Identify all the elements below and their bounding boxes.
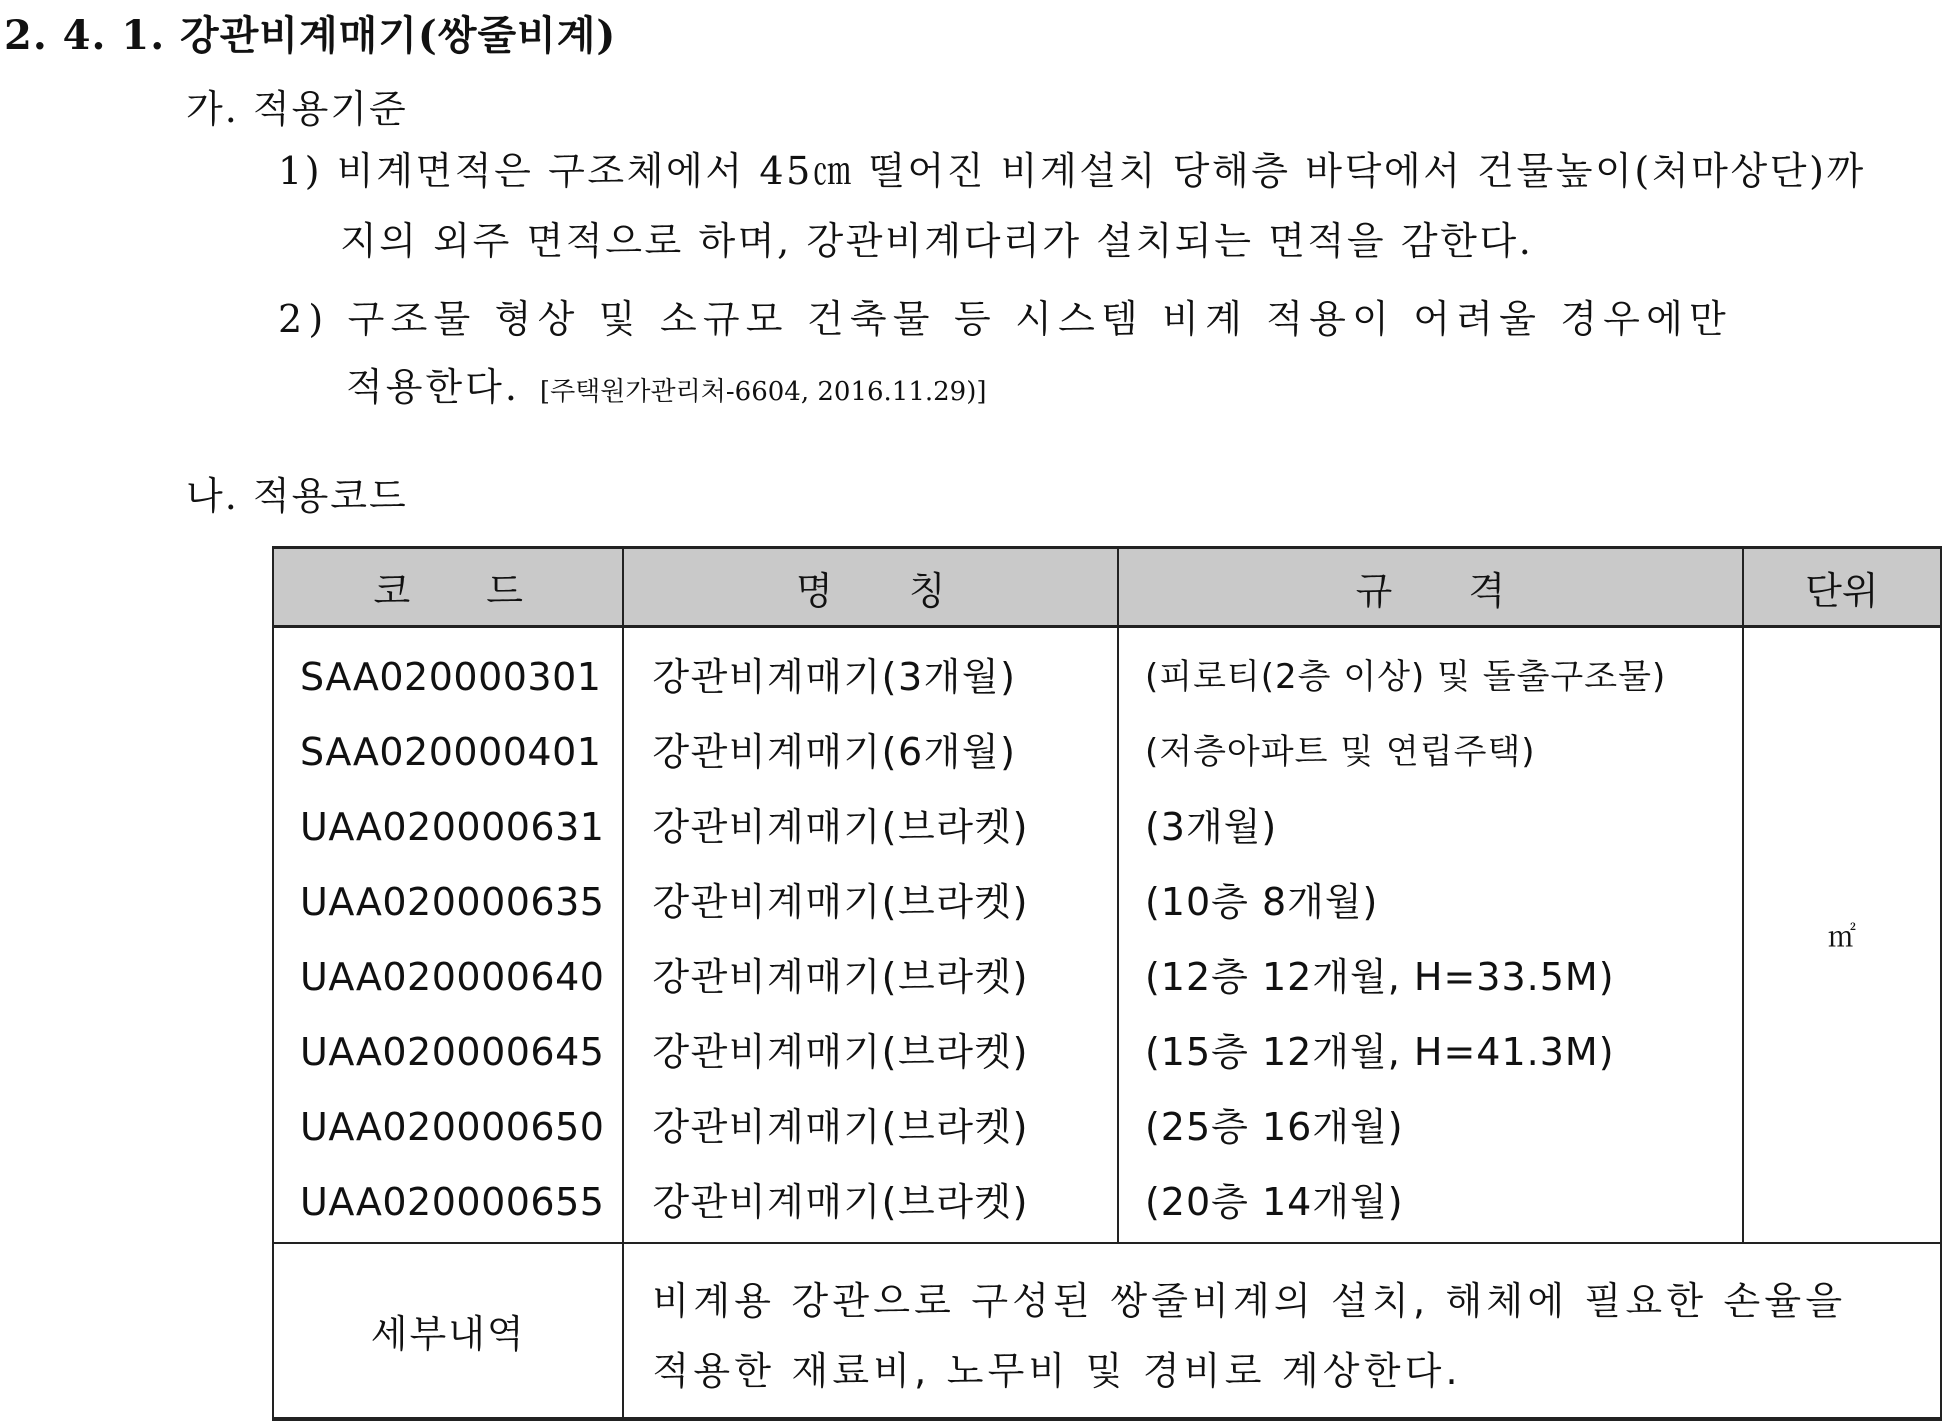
unit-cell: ㎡: [1743, 627, 1941, 1244]
header-code: 코 드: [273, 548, 623, 627]
table-header-row: [273, 548, 1941, 627]
spec-cell: (피로티(2층 이상) 및 돌출구조물): [1144, 657, 1667, 697]
reference-note: [주택원가관리처-6604, 2016.11.29)]: [539, 377, 987, 407]
code-column: [273, 627, 623, 1244]
name-cell: 강관비계매기(브라켓): [652, 880, 1029, 924]
code-cell: UAA020000655: [300, 1180, 605, 1224]
name-column: [623, 627, 1118, 1244]
code-cell: UAA020000640: [300, 955, 605, 999]
criteria-item-2-text: 적용한다.: [346, 365, 520, 409]
spec-cell: (15층 12개월, H=41.3M): [1144, 1030, 1615, 1074]
code-cell: UAA020000631: [300, 805, 605, 849]
criteria-item-2-line-2: [346, 356, 987, 411]
spec-cell: (20층 14개월): [1144, 1180, 1404, 1224]
code-table: [272, 546, 1942, 1421]
spec-cell: (25층 16개월): [1144, 1105, 1404, 1149]
name-cell: 강관비계매기(브라켓): [652, 955, 1029, 999]
code-cell: UAA020000635: [300, 880, 605, 924]
criteria-item-2-line-1: 2) 구조물 형상 및 소규모 건축물 등 시스템 비계 적용이 어려울 경우에만: [278, 297, 1732, 341]
table-body-row: [273, 627, 1941, 1244]
header-name: 명 칭: [623, 548, 1118, 627]
section-title: 2. 4. 1. 강관비계매기(쌍줄비계): [4, 12, 617, 59]
header-spec: 규 격: [1118, 548, 1743, 627]
detail-text: [623, 1243, 1941, 1419]
criteria-item-1-line-1: 1) 비계면적은 구조체에서 45㎝ 떨어진 비계설치 당해층 바닥에서 건물높이(처마상단)까: [278, 149, 1866, 193]
detail-row: [273, 1243, 1941, 1419]
code-cell: SAA020000301: [300, 655, 602, 699]
criteria-heading: 가. 적용기준: [186, 87, 408, 131]
spec-column: [1118, 627, 1743, 1244]
spec-cell: (10층 8개월): [1144, 880, 1379, 924]
detail-label: 세부내역: [273, 1243, 623, 1419]
codes-heading: 나. 적용코드: [186, 474, 408, 518]
header-unit: 단위: [1743, 548, 1941, 627]
name-cell: 강관비계매기(브라켓): [652, 805, 1029, 849]
name-cell: 강관비계매기(브라켓): [652, 1030, 1029, 1074]
spec-cell: (12층 12개월, H=33.5M): [1144, 955, 1615, 999]
detail-line-1: 비계용 강관으로 구성된 쌍줄비계의 설치, 해체에 필요한 손율을: [652, 1279, 1847, 1323]
criteria-item-1-line-2: 지의 외주 면적으로 하며, 강관비계다리가 설치되는 면적을 감한다.: [340, 219, 1534, 263]
spec-cell: (3개월): [1144, 805, 1278, 849]
name-cell: 강관비계매기(3개월): [652, 655, 1017, 699]
name-cell: 강관비계매기(6개월): [652, 730, 1017, 774]
spec-cell: (저층아파트 및 연립주택): [1144, 732, 1536, 772]
code-cell: SAA020000401: [300, 730, 602, 774]
code-cell: UAA020000645: [300, 1030, 605, 1074]
code-cell: UAA020000650: [300, 1105, 605, 1149]
detail-line-2: 적용한 재료비, 노무비 및 경비로 계상한다.: [652, 1349, 1462, 1393]
name-cell: 강관비계매기(브라켓): [652, 1180, 1029, 1224]
name-cell: 강관비계매기(브라켓): [652, 1105, 1029, 1149]
